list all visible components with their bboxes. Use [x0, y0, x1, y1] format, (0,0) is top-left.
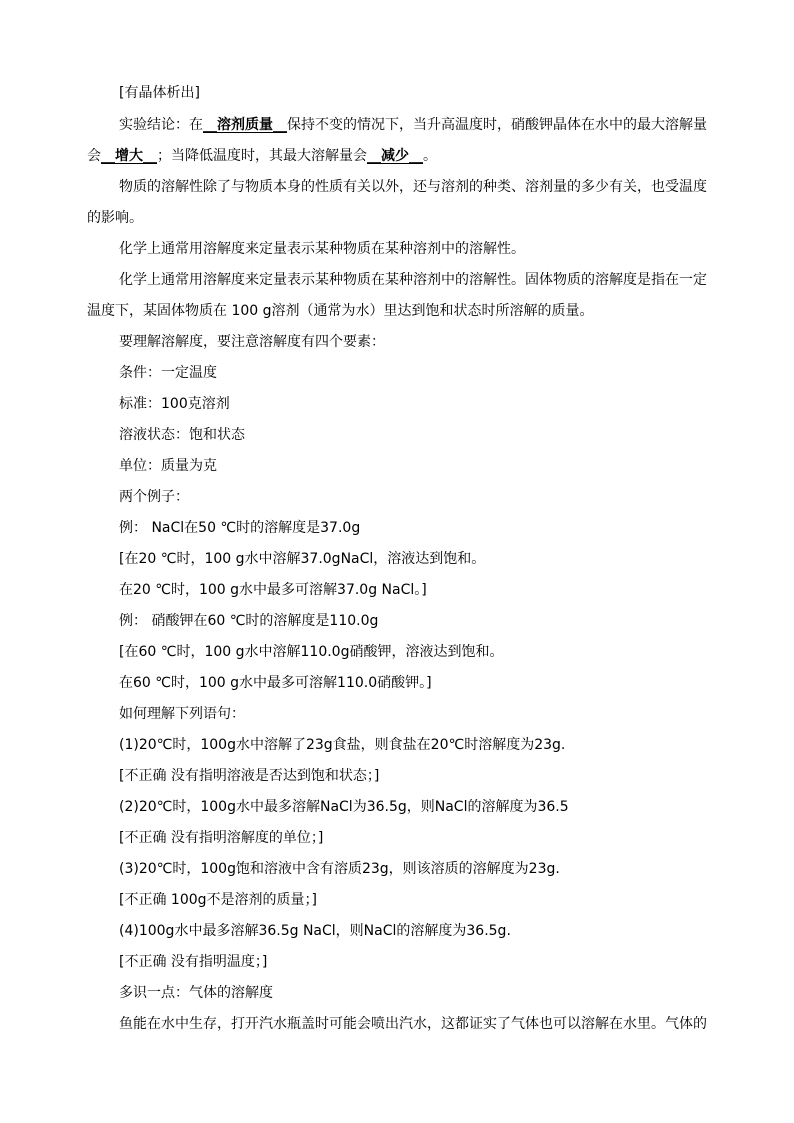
question-line: (3)20℃时，100g饱和溶液中含有溶质23g，则该溶质的溶解度为23g.: [119, 861, 560, 877]
example-line: [在20 ℃时，100 g水中溶解37.0gNaCl，溶液达到饱和。: [119, 551, 486, 567]
question-line: (2)20℃时，100g水中最多溶解NaCl为36.5g，则NaCl的溶解度为36.5: [119, 799, 569, 815]
text-line: 鱼能在水中生存，打开汽水瓶盖时可能会喷出汽水，这都证实了气体也可以溶解在水里。气体的: [119, 1016, 707, 1032]
text-line: 单位：质量为克: [119, 458, 217, 474]
example-line: 例： NaCl在50 ℃时的溶解度是37.0g: [119, 520, 361, 536]
answer-line: [不正确 没有指明溶解度的单位；]: [119, 830, 324, 846]
text-line: 化学上通常用溶解度来定量表示某种物质在某种溶剂中的溶解性。固体物质的溶解度是指在一定: [119, 272, 707, 288]
question-line: (4)100g水中最多溶解36.5g NaCl，则NaCl的溶解度为36.5g.: [119, 923, 511, 939]
conclusion-line: [87, 147, 437, 165]
text-segment: 实验结论：在: [119, 117, 203, 133]
text-line: 溶液状态：饱和状态: [119, 427, 245, 443]
text-line: 的影响。: [87, 210, 143, 226]
example-line: 在60 ℃时，100 g水中最多可溶解110.0硝酸钾。]: [119, 675, 432, 691]
question-line: (1)20℃时，100g水中溶解了23g食盐，则食盐在20℃时溶解度为23g.: [119, 737, 566, 753]
answer-line: [不正确 100g不是溶剂的质量；]: [119, 892, 317, 908]
text-line: 条件：一定温度: [119, 365, 217, 381]
text-segment: 保持不变的情况下，当升高温度时，硝酸钾晶体在水中的最大溶解量: [287, 117, 707, 133]
conclusion-line: [119, 116, 707, 134]
text-line: 化学上通常用溶解度来定量表示某种物质在某种溶剂中的溶解性。: [119, 241, 525, 257]
text-segment: ；当降低温度时，其最大溶解量会: [157, 148, 367, 164]
text-segment: 。: [423, 148, 437, 164]
section-heading: 多识一点：气体的溶解度: [119, 985, 273, 1001]
text-line: 两个例子：: [119, 489, 189, 505]
text-line: 标准：100克溶剂: [119, 396, 230, 412]
answer-line: [不正确 没有指明温度；]: [119, 954, 268, 970]
text-line: 如何理解下列语句：: [119, 706, 245, 722]
example-line: [在60 ℃时，100 g水中溶解110.0g硝酸钾，溶液达到饱和。: [119, 644, 504, 660]
text-line: [有晶体析出]: [119, 85, 200, 101]
text-segment: 会: [87, 148, 101, 164]
answer-line: [不正确 没有指明溶液是否达到饱和状态；]: [119, 768, 380, 784]
fill-blank-answer: __增大__: [101, 148, 157, 164]
text-line: 物质的溶解性除了与物质本身的性质有关以外，还与溶剂的种类、溶剂量的多少有关，也受温度: [119, 179, 707, 195]
fill-blank-answer: __减少__: [367, 148, 423, 164]
example-line: 例： 硝酸钾在60 ℃时的溶解度是110.0g: [119, 613, 379, 629]
text-line: 要理解溶解度，要注意溶解度有四个要素：: [119, 334, 385, 350]
example-line: 在20 ℃时，100 g水中最多可溶解37.0g NaCl。]: [119, 582, 427, 598]
text-line: 温度下，某固体物质在 100 g溶剂（通常为水）里达到饱和状态时所溶解的质量。: [87, 303, 594, 319]
fill-blank-answer: __溶剂质量__: [203, 117, 287, 133]
